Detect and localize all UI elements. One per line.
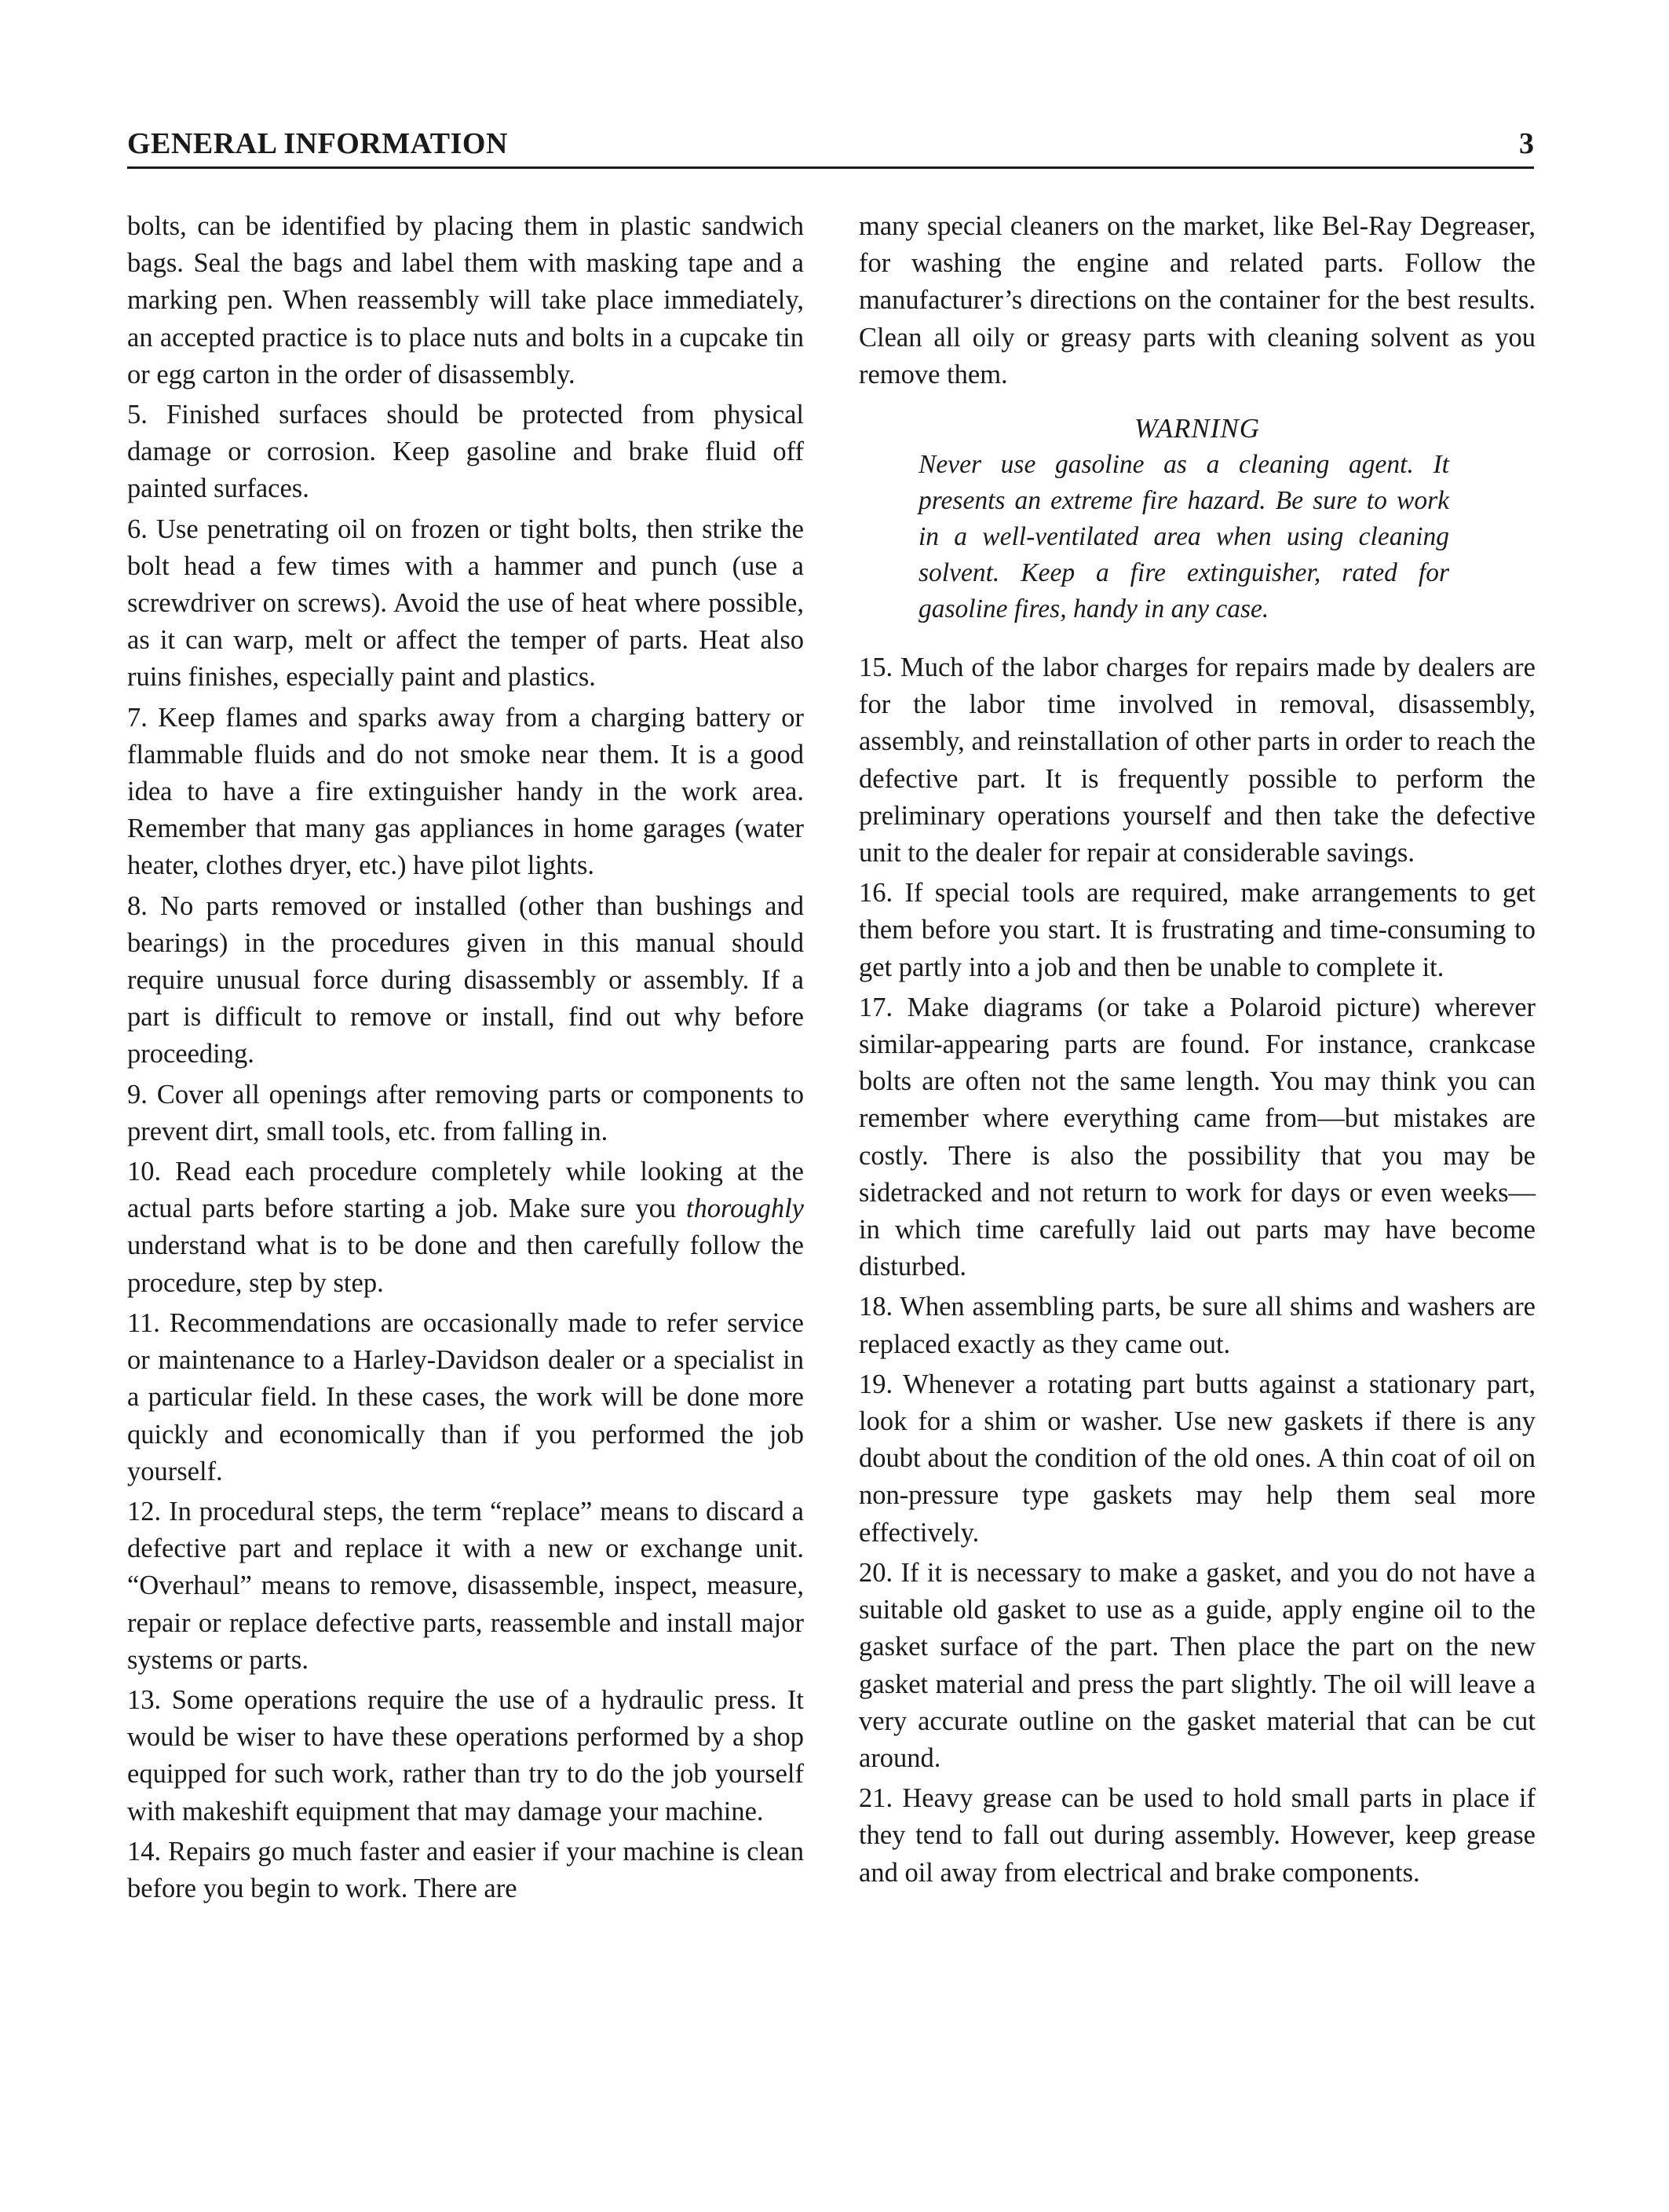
paragraph-10-end: understand what is to be done and then carefully follow the procedure, step by step. xyxy=(127,1230,804,1298)
right-column xyxy=(859,208,1536,1895)
warning-box xyxy=(859,411,1536,627)
paragraph-6: 6. Use penetrating oil on frozen or tight bolts, then strike the bolt head a few times with a hammer and punch (use a screwdriver on screws). Avoid the use of heat where possible, as it can warp, melt or affect the temper of parts. Heat also ruins finishes, especially paint and plastics. xyxy=(127,514,804,693)
paragraph-12: 12. In procedural steps, the term “replace” means to discard a defective part and replace it with a new or exchange unit. “Overhaul” means to remove, disassemble, inspect, measure, repair or replace defective parts, reassemble and install major systems or parts. xyxy=(127,1496,804,1675)
paragraph-16: 16. If special tools are required, make arrangements to get them before you start. It is frustrating and time-consuming to get partly into a job and then be unable to complete it. xyxy=(859,878,1536,982)
paragraph-14: 14. Repairs go much faster and easier if your machine is clean before you begin to work. There are xyxy=(127,1836,804,1903)
paragraph-18: 18. When assembling parts, be sure all shims and washers are replaced exactly as they came out. xyxy=(859,1292,1536,1359)
paragraph-7: 7. Keep flames and sparks away from a charging battery or flammable fluids and do not smoke near them. It is a good idea to have a fire extinguisher handy in the work area. Remember that many gas appliances in home garages (water heater, clothes dryer, etc.) have pilot lights. xyxy=(127,702,804,881)
paragraph-9: 9. Cover all openings after removing parts or components to prevent dirt, small tools, etc. from falling in. xyxy=(127,1079,804,1146)
paragraph-continued: bolts, can be identified by placing them in plastic sandwich bags. Seal the bags and label them with masking tape and a marking pen. When reassembly will take place immediately, an accepted practice is to place nuts and bolts in a cupcake tin or egg carton in the order of disassembly. xyxy=(127,211,804,389)
paragraph-14-continued: many special cleaners on the market, like Bel-Ray Degreaser, for washing the engine and related parts. Follow the manufacturer’s directions on the container for the best results. Clean all oily or greasy parts with cleaning solvent as you remove them. xyxy=(859,211,1536,389)
warning-text: Never use gasoline as a cleaning agent. It presents an extreme fire hazard. Be sure to work in a well-ventilated area when using cleaning solvent. Keep a fire extinguisher, rated for gasoline fires, handy in any case. xyxy=(918,450,1449,624)
left-column xyxy=(127,208,804,1910)
paragraph-19: 19. Whenever a rotating part butts against a stationary part, look for a shim or washer. Use new gaskets if there is any doubt about the condition of the old ones. A thin coat of oil on non-pressure type gaskets may help them seal more effectively. xyxy=(859,1369,1536,1548)
paragraph-20: 20. If it is necessary to make a gasket, and you do not have a suitable old gasket to use as a guide, apply engine oil to the gasket surface of the part. Then place the part on the new gasket material and press the part slightly. The oil will leave a very accurate outline on the gasket material that can be cut around. xyxy=(859,1557,1536,1773)
paragraph-10 xyxy=(127,1154,804,1302)
page-number: 3 xyxy=(1519,127,1534,160)
paragraph-13: 13. Some operations require the use of a hydraulic press. It would be wiser to have these operations performed by a shop equipped for such work, rather than try to do the job yourself with makeshift equipment that may damage your machine. xyxy=(127,1684,804,1826)
paragraph-17: 17. Make diagrams (or take a Polaroid picture) wherever similar-appearing parts are found. For instance, crankcase bolts are often not the same length. You may think you can remember where everything came from—but mistakes are costly. There is also the possibility that you may be sidetracked and not return to work for days or even weeks—in which time carefully laid out parts may have become disturbed. xyxy=(859,992,1536,1282)
header-rule xyxy=(127,166,1534,169)
paragraph-15: 15. Much of the labor charges for repairs made by dealers are for the labor time involved in removal, disassembly, assembly, and reinstallation of other parts in order to reach the defective part. It is frequently possible to perform the preliminary operations yourself and then take the defective unit to the dealer for repair at considerable savings. xyxy=(859,653,1536,868)
warning-title: WARNING xyxy=(1134,413,1261,444)
paragraph-11: 11. Recommendations are occasionally made to refer service or maintenance to a Harley-Davidson dealer or a specialist in a particular field. In these cases, the work will be done more quickly and economically than if you performed the job yourself. xyxy=(127,1307,804,1486)
section-title: GENERAL INFORMATION xyxy=(127,127,508,160)
paragraph-21: 21. Heavy grease can be used to hold small parts in place if they tend to fall out during assembly. However, keep grease and oil away from electrical and brake components. xyxy=(859,1783,1536,1888)
paragraph-10-emphasis: thoroughly xyxy=(685,1194,804,1224)
paragraph-10-start: 10. Read each procedure completely while looking at the actual parts before starting a job. Make sure you xyxy=(127,1157,804,1224)
paragraph-5: 5. Finished surfaces should be protected from physical damage or corrosion. Keep gasoline and brake fluid off painted surfaces. xyxy=(127,400,804,504)
paragraph-8: 8. No parts removed or installed (other than bushings and bearings) in the procedures given in this manual should require unusual force during disassembly or assembly. If a part is difficult to remove or install, find out why before proceeding. xyxy=(127,890,804,1069)
page-header xyxy=(127,124,1534,171)
